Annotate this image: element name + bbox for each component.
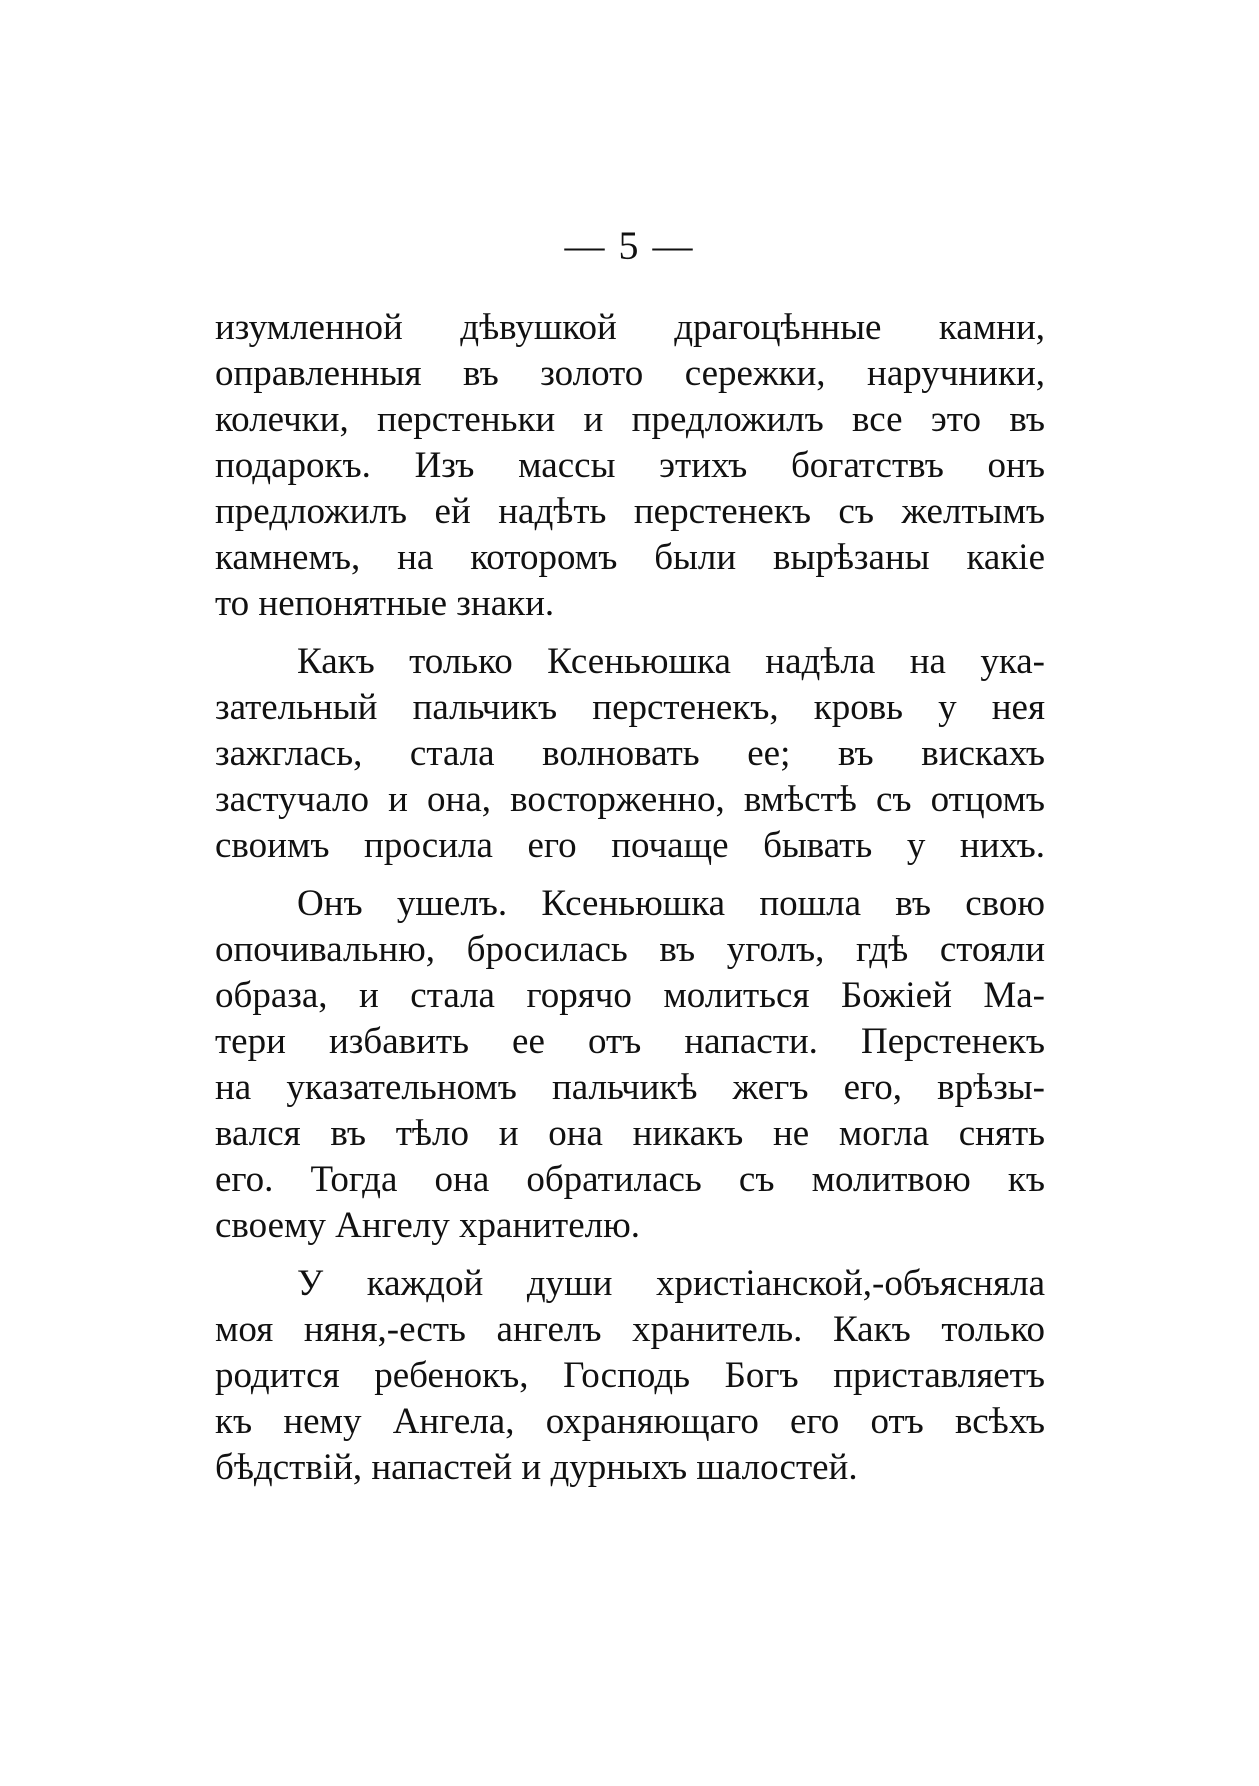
text-line: на указательномъ пальчикѣ жегъ его, врѣзы- — [215, 1067, 1045, 1108]
text-line: своимъ просила его почаще бывать у нихъ. — [215, 825, 1045, 866]
text-line: бѣдствій, напастей и дурныхъ шалостей. — [215, 1447, 858, 1488]
text-line: оправленныя въ золото сережки, наручники, — [215, 353, 1045, 394]
text-line: подарокъ. Изъ массы этихъ богатствъ онъ — [215, 445, 1045, 486]
text-line: его. Тогда она обратилась съ молитвою къ — [215, 1159, 1045, 1200]
text-line: опочивальню, бросилась въ уголъ, гдѣ стояли — [215, 929, 1045, 970]
paragraph-4 — [215, 1261, 1045, 1491]
text-line: образа, и стала горячо молиться Божіей Ма- — [215, 975, 1045, 1016]
text-line: то непонятные знаки. — [215, 583, 555, 624]
text-line: вался въ тѣло и она никакъ не могла снять — [215, 1113, 1045, 1154]
body-text — [215, 305, 1045, 1503]
text-line: У каждой души христіанской,-объясняла — [297, 1263, 1045, 1304]
page-number: — 5 — — [564, 223, 695, 268]
text-line: моя няня,-есть ангелъ хранитель. Какъ только — [215, 1309, 1045, 1350]
text-line: тери избавить ее отъ напасти. Перстенекъ — [215, 1021, 1045, 1062]
text-line: родится ребенокъ, Господь Богъ приставляетъ — [215, 1355, 1045, 1396]
text-line: камнемъ, на которомъ были вырѣзаны какіе — [215, 537, 1045, 578]
text-line: зательный пальчикъ перстенекъ, кровь у нея — [215, 687, 1045, 728]
text-line: зажглась, стала волновать ее; въ вискахъ — [215, 733, 1045, 774]
paragraph-1 — [215, 305, 1045, 627]
text-line: колечки, перстеньки и предложилъ все это въ — [215, 399, 1045, 440]
text-line: Онъ ушелъ. Ксеньюшка пошла въ свою — [297, 883, 1045, 924]
text-line: изумленной дѣвушкой драгоцѣнные камни, — [215, 307, 1045, 348]
text-line: къ нему Ангела, охраняющаго его отъ всѣхъ — [215, 1401, 1045, 1442]
text-line: Какъ только Ксеньюшка надѣла на ука- — [297, 641, 1045, 682]
paragraph-2 — [215, 639, 1045, 869]
text-line: предложилъ ей надѣть перстенекъ съ желтымъ — [215, 491, 1045, 532]
text-line: своему Ангелу хранителю. — [215, 1205, 640, 1246]
paragraph-3 — [215, 881, 1045, 1249]
text-line: застучало и она, восторженно, вмѣстѣ съ отцомъ — [215, 779, 1045, 820]
